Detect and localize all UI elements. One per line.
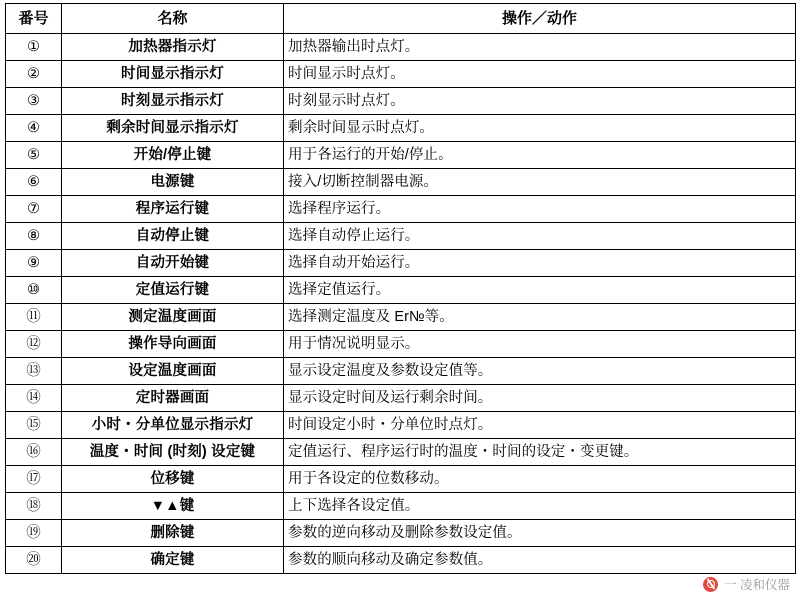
row-number: ⑮ <box>6 412 62 439</box>
row-action: 参数的顺向移动及确定参数值。 <box>284 547 796 574</box>
row-number: ④ <box>6 115 62 142</box>
watermark <box>703 575 790 593</box>
row-number: ⑨ <box>6 250 62 277</box>
table-row <box>6 250 796 277</box>
row-action: 加热器输出时点灯。 <box>284 34 796 61</box>
row-action: 接入/切断控制器电源。 <box>284 169 796 196</box>
row-action: 选择自动开始运行。 <box>284 250 796 277</box>
row-name: 定值运行键 <box>62 277 284 304</box>
row-name: 开始/停止键 <box>62 142 284 169</box>
table-header-row <box>6 4 796 34</box>
row-action: 选择程序运行。 <box>284 196 796 223</box>
table-row <box>6 115 796 142</box>
table-row <box>6 385 796 412</box>
row-number: ② <box>6 61 62 88</box>
table-row <box>6 520 796 547</box>
row-action: 用于各设定的位数移动。 <box>284 466 796 493</box>
row-name: 确定键 <box>62 547 284 574</box>
watermark-text: 一 凌和仪器 <box>724 578 790 592</box>
table-row <box>6 169 796 196</box>
row-number: ⑭ <box>6 385 62 412</box>
table-row <box>6 331 796 358</box>
row-name: 位移键 <box>62 466 284 493</box>
table-row <box>6 547 796 574</box>
row-name: 时刻显示指示灯 <box>62 88 284 115</box>
column-header-action: 操作／动作 <box>284 4 796 34</box>
row-name: 剩余时间显示指示灯 <box>62 115 284 142</box>
row-number: ③ <box>6 88 62 115</box>
row-name: 电源键 <box>62 169 284 196</box>
row-action: 时间设定小时・分单位时点灯。 <box>284 412 796 439</box>
row-action: 参数的逆向移动及删除参数设定值。 <box>284 520 796 547</box>
brand-logo-icon <box>703 577 718 592</box>
row-name: 加热器指示灯 <box>62 34 284 61</box>
row-action: 剩余时间显示时点灯。 <box>284 115 796 142</box>
row-name: 测定温度画面 <box>62 304 284 331</box>
column-header-number: 番号 <box>6 4 62 34</box>
table-body <box>6 34 796 574</box>
row-number: ⑧ <box>6 223 62 250</box>
row-name: 小时・分单位显示指示灯 <box>62 412 284 439</box>
row-number: ⑳ <box>6 547 62 574</box>
row-action: 用于各运行的开始/停止。 <box>284 142 796 169</box>
row-number: ⑱ <box>6 493 62 520</box>
row-action: 上下选择各设定值。 <box>284 493 796 520</box>
table-row <box>6 358 796 385</box>
row-name: 自动停止键 <box>62 223 284 250</box>
row-action: 选择测定温度及 Er№等。 <box>284 304 796 331</box>
table-header <box>6 4 796 34</box>
table-row <box>6 61 796 88</box>
row-action: 时刻显示时点灯。 <box>284 88 796 115</box>
row-name: ▼▲键 <box>62 493 284 520</box>
row-name: 操作导向画面 <box>62 331 284 358</box>
column-header-name: 名称 <box>62 4 284 34</box>
row-number: ⑲ <box>6 520 62 547</box>
row-action: 定值运行、程序运行时的温度・时间的设定・变更键。 <box>284 439 796 466</box>
row-name: 程序运行键 <box>62 196 284 223</box>
table-row <box>6 34 796 61</box>
row-name: 自动开始键 <box>62 250 284 277</box>
row-action: 用于情况说明显示。 <box>284 331 796 358</box>
row-action: 时间显示时点灯。 <box>284 61 796 88</box>
table-row <box>6 196 796 223</box>
row-action: 选择定值运行。 <box>284 277 796 304</box>
row-number: ⑪ <box>6 304 62 331</box>
row-number: ⑰ <box>6 466 62 493</box>
row-number: ⑤ <box>6 142 62 169</box>
control-panel-legend-table <box>5 3 796 574</box>
row-number: ⑫ <box>6 331 62 358</box>
row-name: 设定温度画面 <box>62 358 284 385</box>
row-number: ⑬ <box>6 358 62 385</box>
row-name: 定时器画面 <box>62 385 284 412</box>
table-row <box>6 439 796 466</box>
table-row <box>6 142 796 169</box>
row-action: 显示设定温度及参数设定值等。 <box>284 358 796 385</box>
row-action: 选择自动停止运行。 <box>284 223 796 250</box>
table-row <box>6 493 796 520</box>
row-number: ⑦ <box>6 196 62 223</box>
table-row <box>6 412 796 439</box>
row-number: ① <box>6 34 62 61</box>
row-name: 温度・时间 (时刻) 设定键 <box>62 439 284 466</box>
table-row <box>6 304 796 331</box>
row-name: 删除键 <box>62 520 284 547</box>
row-action: 显示设定时间及运行剩余时间。 <box>284 385 796 412</box>
row-number: ⑯ <box>6 439 62 466</box>
table-row <box>6 466 796 493</box>
table-row <box>6 223 796 250</box>
table-row <box>6 277 796 304</box>
row-number: ⑥ <box>6 169 62 196</box>
row-number: ⑩ <box>6 277 62 304</box>
table-row <box>6 88 796 115</box>
row-name: 时间显示指示灯 <box>62 61 284 88</box>
